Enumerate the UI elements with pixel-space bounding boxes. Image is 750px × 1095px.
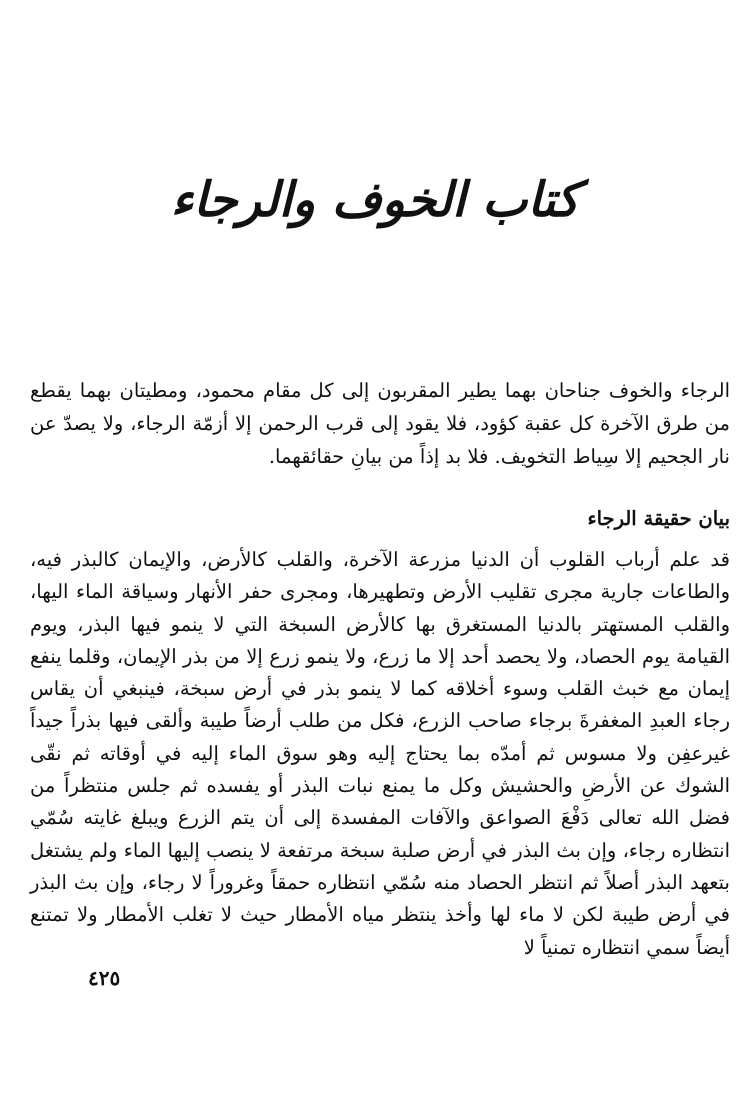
book-title: كتاب الخوف والرجاء (170, 172, 580, 228)
section-heading: بيان حقيقة الرجاء (587, 507, 730, 530)
page-number: ٤٢٥ (88, 966, 121, 990)
body-paragraph: قد علم أرباب القلوب أن الدنيا مزرعة الآخرة، والقلب كالأرض، والإيمان كالبذر فيه، والطاعات جارية مجرى تقليب الأرض وتطهيرها، ومجرى حفر الأنهار وسياقة الماء اليها، والقلب المستهتر بالدنيا المستغرق بها كالأرض السبخة التي لا ينمو فيها البذر، ويوم القيامة يوم الحصاد، ولا يحصد أحد إلا ما زرع، ولا ينمو زرع إلا من بذر الإيمان، وقلما ينفع إيمان مع خبث القلب وسوء أخلاقه كما لا ينمو بذر في أرض سبخة، فينبغي أن يقاس رجاء العبدِ المغفرةَ برجاء صاحب الزرع، فكل من طلب أرضاً طيبة وألقى فيها بذراً جيداً غيرعفِن ولا مسوس ثم أمدّه بما يحتاج إليه وهو سوق الماء إليه في أوقاته ثم نقّى الشوك عن الأرضِ والحشيش وكل ما يمنع نبات البذر أو يفسده ثم جلس منتظراً من فضل الله تعالى دَفْعَ الصواعق والآفات المفسدة إلى أن يتم الزرع ويبلغ غايته سُمّي انتظاره رجاء، وإن بث البذر في أرض صلبة سبخة مرتفعة لا ينصب إليها الماء ولم يشتغل بتعهد البذر أصلاً ثم انتظر الحصاد منه سُمّي انتظاره حمقاً وغروراً لا رجاء، وإن بث البذر في أرض طيبة لكن لا ماء لها وأخذ ينتظر مياه الأمطار حيث لا تغلب الأمطار ولا تمتنع أيضاً سمي انتظاره تمنياً لا (30, 548, 730, 959)
intro-paragraph: الرجاء والخوف جناحان بهما يطير المقربون إلى كل مقام محمود، ومطيتان بهما يقطع من طرق الآخرة كل عقبة كؤود، فلا يقود إلى قرب الرحمن إلا أزمّة الرجاء، ولا يصدّ عن نار الجحيم إلا سِياط التخويف. فلا بد إذاً من بيانِ حقائقهما. (30, 379, 730, 468)
